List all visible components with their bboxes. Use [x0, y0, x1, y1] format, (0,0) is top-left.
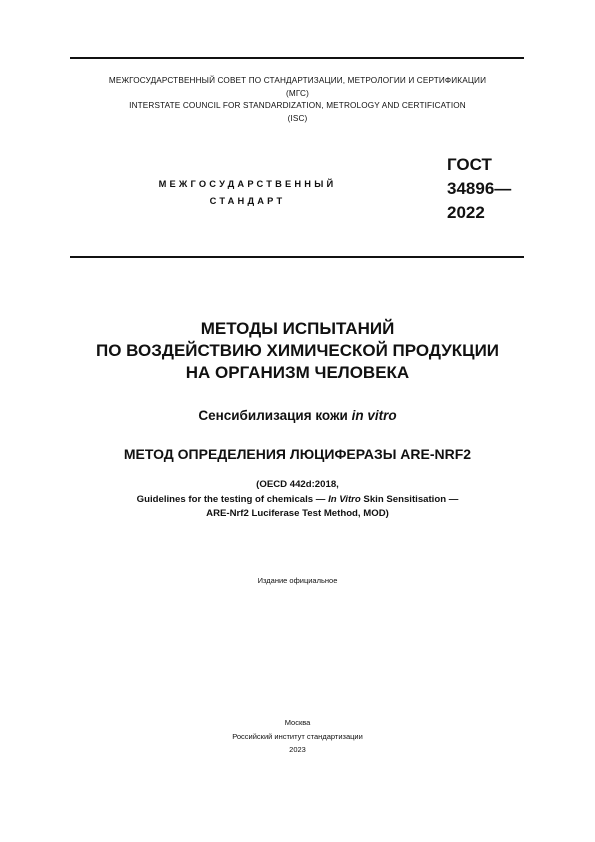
designation-year: 2022 [447, 203, 485, 222]
document-title [20, 318, 575, 384]
publisher-footer [20, 716, 575, 757]
top-rule [70, 57, 524, 59]
title-line1: МЕТОДЫ ИСПЫТАНИЙ [200, 319, 395, 338]
middle-rule [70, 256, 524, 258]
standard-type-line2: СТАНДАРТ [209, 196, 286, 206]
method-title: МЕТОД ОПРЕДЕЛЕНИЯ ЛЮЦИФЕРАЗЫ ARE-NRF2 [123, 446, 472, 462]
oecd-line3: ARE-Nrf2 Luciferase Test Method, MOD) [206, 508, 389, 519]
council-header [40, 75, 555, 125]
council-name-en: INTERSTATE COUNCIL FOR STANDARDIZATION, METROLOGY AND CERTIFICATION [129, 101, 466, 110]
title-line2: ПО ВОЗДЕЙСТВИЮ ХИМИЧЕСКОЙ ПРОДУКЦИИ [95, 341, 500, 360]
edition-note: Издание официальное [257, 576, 338, 585]
council-abbr-en: (ISC) [287, 113, 308, 123]
oecd-line1: (OECD 442d:2018, [256, 479, 339, 490]
footer-year: 2023 [289, 745, 306, 754]
oecd-line2-before: Guidelines for the testing of chemicals — [136, 493, 329, 505]
oecd-reference [20, 478, 575, 522]
footer-publisher: Российский институт стандартизации [232, 731, 363, 741]
council-name-ru: МЕЖГОСУДАРСТВЕННЫЙ СОВЕТ ПО СТАНДАРТИЗАЦИИ, МЕТРОЛОГИИ И СЕРТИФИКАЦИИ [108, 76, 487, 85]
standard-type [110, 176, 385, 210]
oecd-line2-italic: In Vitro [328, 493, 361, 505]
standard-type-line1: МЕЖГОСУДАРСТВЕННЫЙ [158, 179, 337, 189]
designation-prefix: ГОСТ [447, 155, 492, 174]
document-subtitle [20, 407, 575, 425]
subtitle-italic: in vitro [351, 408, 397, 423]
designation-number: 34896— [447, 179, 512, 198]
oecd-line2 [20, 493, 575, 508]
standard-designation [447, 153, 511, 225]
footer-city: Москва [284, 718, 311, 727]
subtitle-text: Сенсибилизация кожи [198, 408, 352, 423]
oecd-line2-after: Skin Sensitisation — [360, 493, 459, 505]
title-line3: НА ОРГАНИЗМ ЧЕЛОВЕКА [185, 363, 410, 382]
council-abbr-ru: (МГС) [285, 88, 309, 98]
